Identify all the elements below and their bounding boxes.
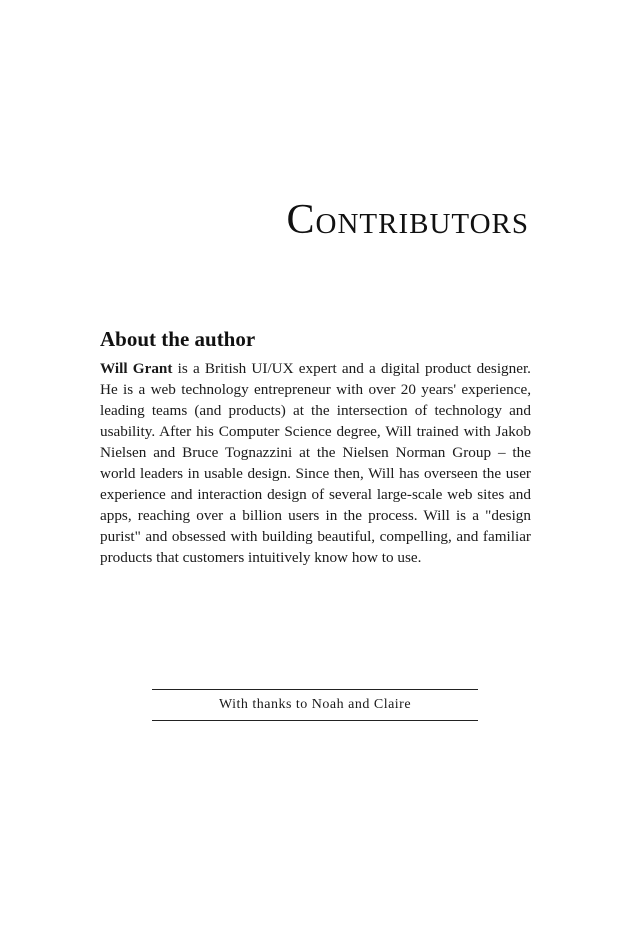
page-title: Contributors (286, 197, 529, 243)
author-name: Will Grant (100, 360, 173, 377)
acknowledgement-box (152, 689, 478, 721)
author-bio-text: is a British UI/UX expert and a digital product designer. He is a web technology entrepreneur with over 20 years' experience, leading teams (and products) at the intersection of technology and usability. After his Computer Science degree, Will trained with Jakob Nielsen and Bruce Tognazzini at the Nielsen Norman Group – the world leaders in usable design. Since then, Will has overseen the user experience and interaction design of several large-scale web sites and apps, reaching over a billion users in the process. Will is a "design purist" and obsessed with building beautiful, compelling, and familiar products that customers intuitively know how to use. (100, 360, 531, 566)
author-bio (100, 358, 531, 568)
acknowledgement-text: With thanks to Noah and Claire (218, 697, 412, 712)
about-author-heading: About the author (100, 327, 256, 351)
